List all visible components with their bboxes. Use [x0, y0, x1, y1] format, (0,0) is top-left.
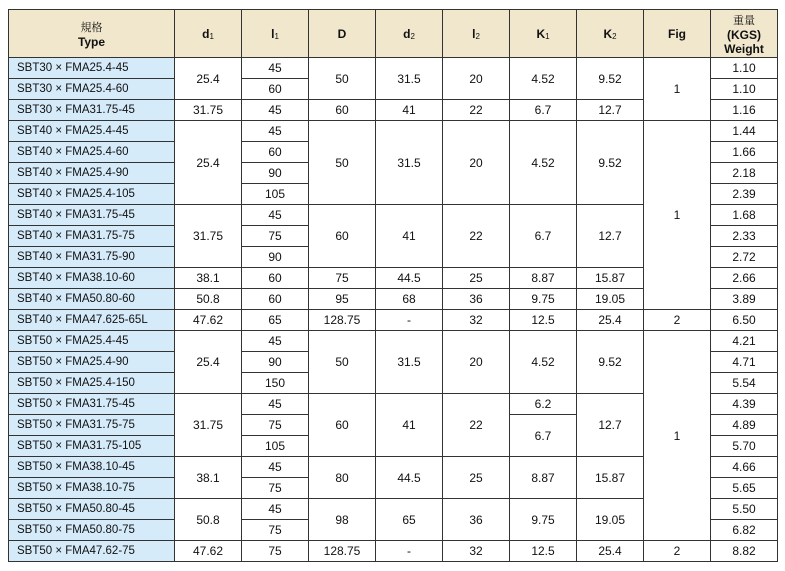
- header-d1: $d_1$: [175, 10, 242, 58]
- header-K2: $K_2$: [577, 10, 644, 58]
- d1-cell: 25.4: [175, 58, 242, 100]
- weight-cell: 4.89: [711, 415, 778, 436]
- l2-cell: 20: [443, 121, 510, 205]
- type-cell: SBT40 × FMA50.80-60: [9, 289, 175, 310]
- type-cell: SBT40 × FMA38.10-60: [9, 268, 175, 289]
- d2-cell: -: [376, 541, 443, 562]
- d1-cell: 50.8: [175, 499, 242, 541]
- l1-cell: 45: [242, 499, 309, 520]
- d2-cell: 41: [376, 394, 443, 457]
- l1-cell: 45: [242, 331, 309, 352]
- d2-cell: 68: [376, 289, 443, 310]
- l2-cell: 22: [443, 394, 510, 457]
- type-cell: SBT40 × FMA25.4-45: [9, 121, 175, 142]
- l1-cell: 105: [242, 436, 309, 457]
- d1-cell: 31.75: [175, 205, 242, 268]
- d1-cell: 50.8: [175, 289, 242, 310]
- l1-cell: 90: [242, 163, 309, 184]
- d1-cell: 38.1: [175, 268, 242, 289]
- weight-cell: 1.68: [711, 205, 778, 226]
- l2-cell: 36: [443, 499, 510, 541]
- type-cell: SBT50 × FMA31.75-75: [9, 415, 175, 436]
- D-cell: 80: [309, 457, 376, 499]
- l1-cell: 60: [242, 79, 309, 100]
- fig-cell: 1: [644, 58, 711, 121]
- l1-cell: 65: [242, 310, 309, 331]
- l1-cell: 75: [242, 541, 309, 562]
- K1-cell: 6.7: [510, 415, 577, 457]
- K1-cell: 8.87: [510, 457, 577, 499]
- l1-cell: 90: [242, 352, 309, 373]
- type-cell: SBT50 × FMA38.10-75: [9, 478, 175, 499]
- K1-cell: 6.7: [510, 100, 577, 121]
- weight-cell: 4.21: [711, 331, 778, 352]
- type-cell: SBT50 × FMA50.80-45: [9, 499, 175, 520]
- l1-cell: 105: [242, 184, 309, 205]
- d1-cell: 38.1: [175, 457, 242, 499]
- weight-cell: 8.82: [711, 541, 778, 562]
- D-cell: 50: [309, 121, 376, 205]
- K2-cell: 12.7: [577, 205, 644, 268]
- D-cell: 60: [309, 205, 376, 268]
- l2-cell: 36: [443, 289, 510, 310]
- D-cell: 60: [309, 394, 376, 457]
- D-cell: 95: [309, 289, 376, 310]
- K2-cell: 19.05: [577, 499, 644, 541]
- weight-cell: 2.18: [711, 163, 778, 184]
- K2-cell: 12.7: [577, 100, 644, 121]
- l1-cell: 75: [242, 226, 309, 247]
- l1-cell: 45: [242, 58, 309, 79]
- fig-cell: 2: [644, 310, 711, 331]
- type-cell: SBT30 × FMA25.4-45: [9, 58, 175, 79]
- K1-cell: 4.52: [510, 331, 577, 394]
- weight-cell: 2.39: [711, 184, 778, 205]
- d2-cell: 41: [376, 205, 443, 268]
- weight-cell: 3.89: [711, 289, 778, 310]
- D-cell: 60: [309, 100, 376, 121]
- l2-cell: 25: [443, 268, 510, 289]
- d1-cell: 31.75: [175, 100, 242, 121]
- d1-cell: 25.4: [175, 331, 242, 394]
- header-l2: $l_2$: [443, 10, 510, 58]
- K1-cell: 4.52: [510, 121, 577, 205]
- weight-cell: 5.65: [711, 478, 778, 499]
- header-l1: $l_1$: [242, 10, 309, 58]
- l1-cell: 45: [242, 100, 309, 121]
- table-row: [9, 121, 778, 142]
- d1-cell: 47.62: [175, 541, 242, 562]
- type-cell: SBT50 × FMA47.62-75: [9, 541, 175, 562]
- K2-cell: 12.7: [577, 394, 644, 457]
- K2-cell: 9.52: [577, 121, 644, 205]
- spec-table: [8, 9, 778, 562]
- l2-cell: 20: [443, 331, 510, 394]
- K2-cell: 9.52: [577, 58, 644, 100]
- type-cell: SBT40 × FMA25.4-90: [9, 163, 175, 184]
- type-cell: SBT50 × FMA25.4-90: [9, 352, 175, 373]
- weight-cell: 1.66: [711, 142, 778, 163]
- K2-cell: 9.52: [577, 331, 644, 394]
- K1-cell: 12.5: [510, 310, 577, 331]
- D-cell: 50: [309, 58, 376, 100]
- weight-cell: 6.82: [711, 520, 778, 541]
- type-cell: SBT50 × FMA25.4-45: [9, 331, 175, 352]
- l2-cell: 32: [443, 310, 510, 331]
- type-cell: SBT30 × FMA31.75-45: [9, 100, 175, 121]
- header-fig: Fig: [644, 10, 711, 58]
- weight-cell: 5.54: [711, 373, 778, 394]
- weight-cell: 2.66: [711, 268, 778, 289]
- l1-cell: 75: [242, 415, 309, 436]
- l2-cell: 20: [443, 58, 510, 100]
- K1-cell: 9.75: [510, 499, 577, 541]
- K1-cell: 12.5: [510, 541, 577, 562]
- K2-cell: 15.87: [577, 268, 644, 289]
- type-cell: SBT40 × FMA47.625-65L: [9, 310, 175, 331]
- table-row: [9, 541, 778, 562]
- weight-cell: 1.44: [711, 121, 778, 142]
- weight-cell: 1.10: [711, 79, 778, 100]
- K1-cell: 4.52: [510, 58, 577, 100]
- K2-cell: 19.05: [577, 289, 644, 310]
- type-cell: SBT50 × FMA31.75-45: [9, 394, 175, 415]
- table-row: [9, 331, 778, 352]
- K2-cell: 25.4: [577, 310, 644, 331]
- D-cell: 75: [309, 268, 376, 289]
- l1-cell: 150: [242, 373, 309, 394]
- type-cell: SBT40 × FMA25.4-60: [9, 142, 175, 163]
- header-d2: $d_2$: [376, 10, 443, 58]
- l1-cell: 60: [242, 142, 309, 163]
- header-K1: $K_1$: [510, 10, 577, 58]
- K1-cell: 6.2: [510, 394, 577, 415]
- l1-cell: 45: [242, 457, 309, 478]
- d2-cell: -: [376, 310, 443, 331]
- table-row: [9, 58, 778, 79]
- d2-cell: 44.5: [376, 268, 443, 289]
- header-D: D: [309, 10, 376, 58]
- l1-cell: 75: [242, 520, 309, 541]
- d1-cell: 31.75: [175, 394, 242, 457]
- l1-cell: 45: [242, 394, 309, 415]
- weight-cell: 4.39: [711, 394, 778, 415]
- D-cell: 98: [309, 499, 376, 541]
- d2-cell: 31.5: [376, 331, 443, 394]
- l1-cell: 60: [242, 289, 309, 310]
- d1-cell: 47.62: [175, 310, 242, 331]
- D-cell: 50: [309, 331, 376, 394]
- weight-cell: 1.10: [711, 58, 778, 79]
- l1-cell: 75: [242, 478, 309, 499]
- d1-cell: 25.4: [175, 121, 242, 205]
- type-cell: SBT50 × FMA38.10-45: [9, 457, 175, 478]
- d2-cell: 41: [376, 100, 443, 121]
- fig-cell: 1: [644, 331, 711, 541]
- header-row: [9, 10, 778, 58]
- weight-cell: 2.72: [711, 247, 778, 268]
- d2-cell: 31.5: [376, 58, 443, 100]
- d2-cell: 65: [376, 499, 443, 541]
- type-cell: SBT40 × FMA31.75-90: [9, 247, 175, 268]
- header-weight: 重量 (KGS) Weight: [711, 10, 778, 58]
- K1-cell: 9.75: [510, 289, 577, 310]
- K2-cell: 25.4: [577, 541, 644, 562]
- K1-cell: 6.7: [510, 205, 577, 268]
- D-cell: 128.75: [309, 541, 376, 562]
- l2-cell: 22: [443, 100, 510, 121]
- d2-cell: 31.5: [376, 121, 443, 205]
- K1-cell: 8.87: [510, 268, 577, 289]
- l2-cell: 25: [443, 457, 510, 499]
- l1-cell: 90: [242, 247, 309, 268]
- D-cell: 128.75: [309, 310, 376, 331]
- type-cell: SBT40 × FMA31.75-45: [9, 205, 175, 226]
- weight-cell: 2.33: [711, 226, 778, 247]
- weight-cell: 6.50: [711, 310, 778, 331]
- fig-cell: 2: [644, 541, 711, 562]
- table-row: [9, 310, 778, 331]
- d2-cell: 44.5: [376, 457, 443, 499]
- type-cell: SBT50 × FMA25.4-150: [9, 373, 175, 394]
- header-type: 規格 Type: [9, 10, 175, 58]
- l1-cell: 60: [242, 268, 309, 289]
- weight-cell: 5.70: [711, 436, 778, 457]
- weight-cell: 4.66: [711, 457, 778, 478]
- weight-cell: 4.71: [711, 352, 778, 373]
- fig-cell: 1: [644, 121, 711, 310]
- K2-cell: 15.87: [577, 457, 644, 499]
- l2-cell: 32: [443, 541, 510, 562]
- type-cell: SBT50 × FMA31.75-105: [9, 436, 175, 457]
- weight-cell: 5.50: [711, 499, 778, 520]
- l1-cell: 45: [242, 205, 309, 226]
- type-cell: SBT50 × FMA50.80-75: [9, 520, 175, 541]
- type-cell: SBT40 × FMA31.75-75: [9, 226, 175, 247]
- weight-cell: 1.16: [711, 100, 778, 121]
- type-cell: SBT40 × FMA25.4-105: [9, 184, 175, 205]
- type-cell: SBT30 × FMA25.4-60: [9, 79, 175, 100]
- l1-cell: 45: [242, 121, 309, 142]
- l2-cell: 22: [443, 205, 510, 268]
